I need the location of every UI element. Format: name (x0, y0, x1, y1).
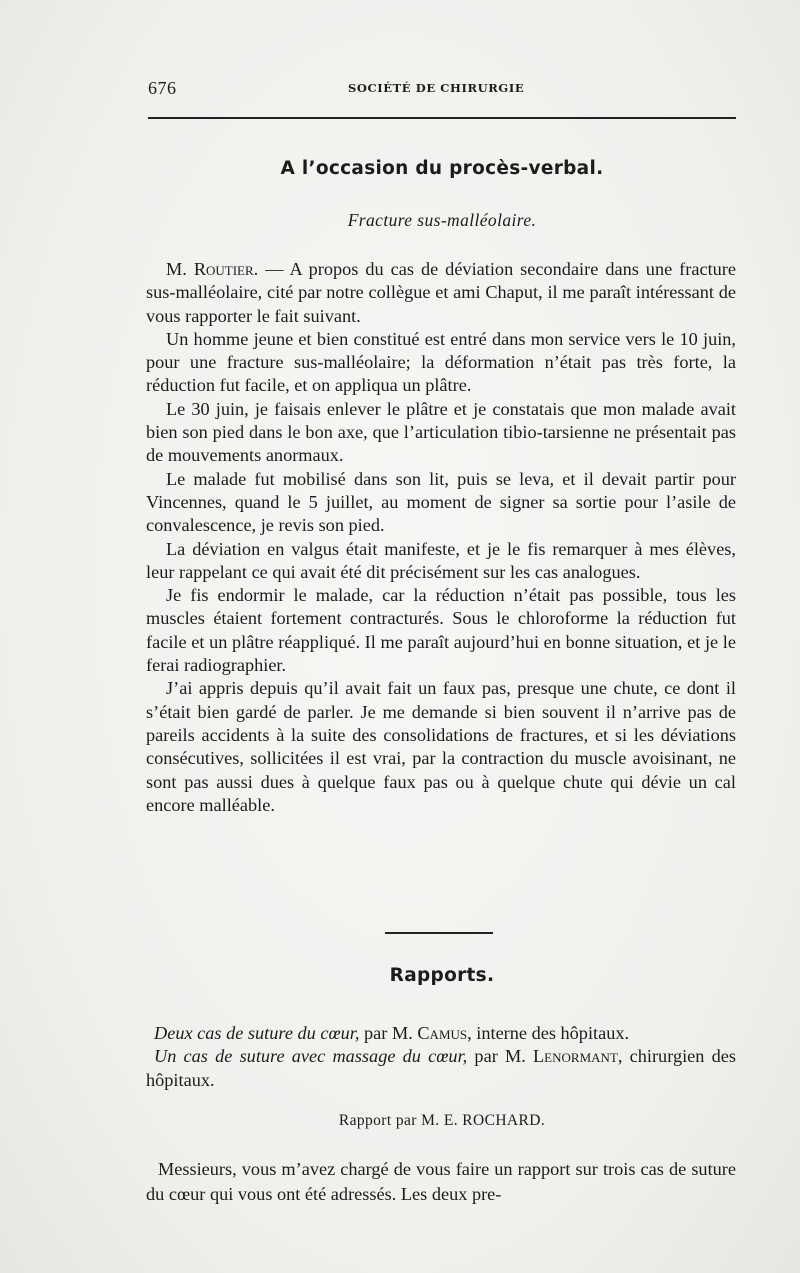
entry-2-by: par M. (467, 1046, 534, 1067)
entry-1-by: par M. (359, 1023, 418, 1043)
entry-2-rest: , chirurgien des hôpitaux. (146, 1046, 736, 1090)
rapports-entries (146, 1022, 736, 1092)
entry-1-author: Camus (417, 1023, 468, 1043)
paragraph-6: Je fis endormir le malade, car la réduction n’était pas possible, tous les muscles étaient fortement contracturés. Sous le chloroforme la réduction fut facile et un plâtre réappliqué. Il me paraît aujourd’hui en bonne situation, et je le ferai radiographier. (146, 585, 736, 676)
rapport-entry-1 (146, 1022, 736, 1045)
section-divider (385, 932, 493, 934)
running-head: SOCIÉTÉ DE CHIRURGIE (348, 81, 525, 95)
entry-2-author: Lenormant (533, 1046, 618, 1067)
paragraph-1-text: . — A propos du cas de déviation secondaire dans une fracture sus-malléolaire, cité par notre collègue et ami Chaput, il me paraît intéressant de vous rapporter le fait suivant. (146, 259, 736, 326)
rapport-entry-2 (146, 1045, 736, 1092)
entry-2-title: Un cas de suture avec massage du cœur, (154, 1046, 468, 1067)
header-rule (148, 117, 736, 119)
section-body-proces-verbal (146, 258, 736, 817)
speaker-prefix: M. (166, 259, 194, 279)
page-number: 676 (148, 78, 177, 98)
rapport-body (146, 1157, 736, 1207)
rapport-byline: Rapport par M. E. ROCHARD. (338, 1112, 546, 1129)
paragraph-7: J’ai appris depuis qu’il avait fait un faux pas, presque une chute, ce dont il s’était bien gardé de parler. Je me demande si bien souvent il n’arrive pas de pareils accidents à la suite des consolidations de fractures, et si les déviations consécutives, sollicitées il est vrai, par la contraction du muscle avoisinant, ne sont pas aussi dues à quelque faux pas ou à quelque chute qui dévie un cal encore malléable. (146, 678, 736, 815)
paragraph-5: La déviation en valgus était manifeste, et je le fis remarquer à mes élèves, leur rappelant ce qui avait été dit précisément sur les cas analogues. (146, 538, 736, 582)
page-header (148, 78, 736, 100)
paragraph-1 (146, 258, 736, 328)
paragraph-4: Le malade fut mobilisé dans son lit, puis se leva, et il devait partir pour Vincennes, quand le 5 juillet, au moment de signer sa sortie pour l’asile de convalescence, je revis son pied. (146, 468, 736, 536)
entry-1-title: Deux cas de suture du cœur, (154, 1023, 360, 1043)
section-title-proces-verbal: A l’occasion du procès-verbal. (280, 158, 604, 179)
entry-1-rest: , interne des hôpitaux. (467, 1023, 630, 1043)
section-subtitle-fracture: Fracture sus-malléolaire. (347, 210, 537, 230)
section-title-rapports: Rapports. (389, 965, 495, 986)
paragraph-3: Le 30 juin, je faisais enlever le plâtre et je constatais que mon malade avait bien son pied dans le bon axe, que l’articulation tibio-tarsienne ne présentait pas de mouvements anormaux. (146, 398, 736, 466)
paragraph-2: Un homme jeune et bien constitué est entré dans mon service vers le 10 juin, pour une fracture sus-malléolaire; la déformation n’était pas très forte, la réduction fut facile, et on appliqua un plâtre. (146, 328, 736, 396)
speaker-name: Routier (193, 259, 254, 279)
rapport-paragraph-1: Messieurs, vous m’avez chargé de vous faire un rapport sur trois cas de suture du cœur qui vous ont été adressés. Les deux pre- (146, 1159, 736, 1204)
